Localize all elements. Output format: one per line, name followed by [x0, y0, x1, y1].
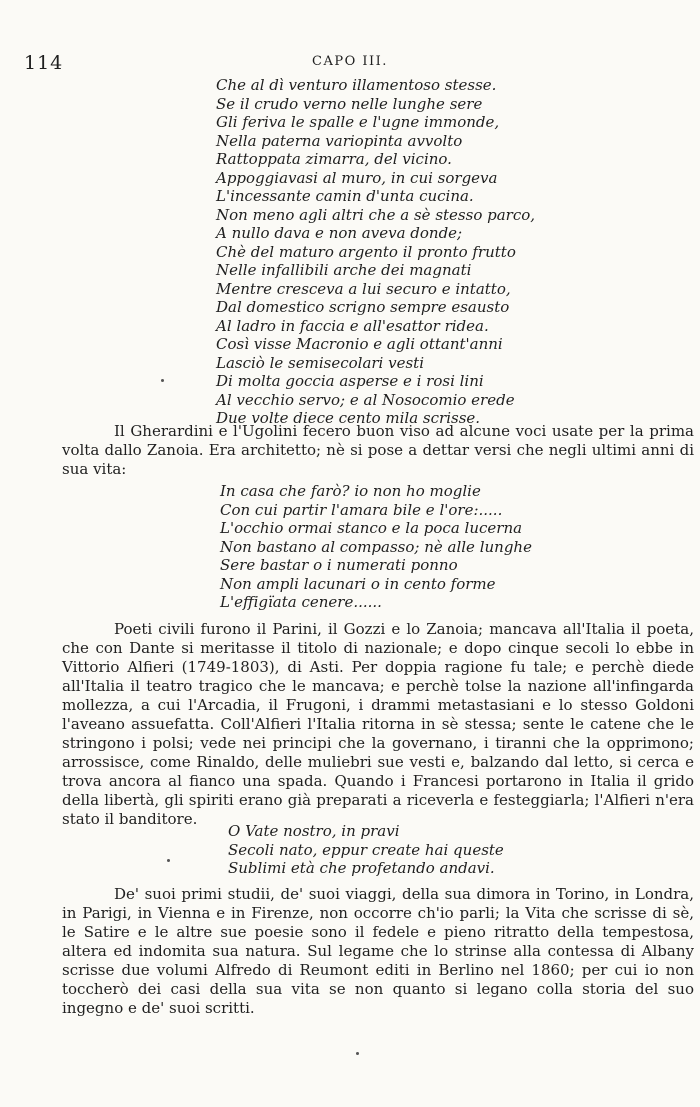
verse-line: Sere bastar o i numerati ponno — [220, 556, 458, 574]
verse-line: Al ladro in faccia e all'esattor ridea. — [216, 316, 489, 335]
verse-line: Dal domestico scrigno sempre esausto — [216, 298, 510, 316]
verse-line: A nullo dava e non aveva donde; — [216, 224, 463, 242]
verse-line: In casa che farò? io non ho moglie — [220, 482, 481, 500]
verse-line: Lasciò le semisecolari vesti — [216, 353, 424, 372]
verse-line: Non meno agli altri che a sè stesso parco, — [216, 205, 536, 224]
paragraph-text: Il Gherardini e l'Ugolini fecero buon viso ad alcune voci usate per la prima volta dallo Zanoia. Era architetto; nè si pose a dettar versi che negli ultimi anni di sua vita: — [62, 422, 694, 478]
verse-line: Gli feriva le spalle e l'ugne immonde, — [216, 113, 500, 131]
verse-line: O Vate nostro, in pravi — [228, 822, 400, 840]
verse-line: Nella paterna variopinta avvolto — [216, 131, 463, 150]
verse-line: Nelle infallibili arche dei magnati — [216, 261, 472, 279]
verse-line: Chè del maturo argento il pronto frutto — [216, 242, 516, 261]
chapter-title: CAPO III. — [312, 54, 388, 69]
verse-line: Di molta goccia asperse e i rosi lini — [216, 372, 484, 390]
verse-line: L'effigïata cenere...... — [220, 593, 382, 611]
verse-line: Al vecchio servo; e al Nosocomio erede — [216, 390, 515, 409]
verse-line: Se il crudo verno nelle lunghe sere — [216, 94, 483, 113]
page-header — [0, 52, 700, 76]
verse-line: Con cui partir l'amara bile e l'ore:..... — [220, 500, 503, 519]
verse-block-1 — [216, 76, 535, 428]
paragraph-zanoia — [62, 422, 694, 479]
verse-line: L'occhio ormai stanco e la poca lucerna — [220, 519, 523, 537]
print-speck — [356, 1052, 359, 1055]
verse-line: Non ampli lacunari o in cento forme — [220, 574, 496, 593]
verse-line: Sublimi età che profetando andavi. — [228, 859, 495, 877]
verse-line: Mentre cresceva a lui securo e intatto, — [216, 279, 511, 298]
paragraph-text: De' suoi primi studii, de' suoi viaggi, della sua dimora in Torino, in Londra, in Parigi, in Vienna e in Firenze, non occorre ch'io parli; la Vita che scrisse di sè, le Satire e le altre sue poesie sono il fedele e pieno ritratto della tempestosa, altera ed indomita sua natura. Sul legame che lo strinse alla contessa di Albany scrisse due volumi Alfredo di Reumont editi in Berlino nel 1860; per cui io non toccherò dei casi della sua vita se non quanto si legano colla storia del suo ingegno e de' suoi scritti. — [62, 885, 694, 1017]
verse-line: L'incessante camin d'unta cucina. — [216, 187, 474, 205]
verse-line: Così visse Macronio e agli ottant'anni — [216, 335, 503, 353]
verse-line: Due volte diece cento mila scrisse. — [216, 409, 481, 427]
paragraph-studies — [62, 885, 694, 1018]
verse-line: Appoggiavasi al muro, in cui sorgeva — [216, 168, 498, 187]
print-speck — [161, 379, 164, 382]
paragraph-alfieri — [62, 620, 694, 829]
verse-block-2 — [220, 482, 532, 612]
verse-line: Secoli nato, eppur create hai queste — [228, 840, 504, 859]
print-speck — [167, 859, 170, 862]
verse-line: Non bastano al compasso; nè alle lunghe — [220, 537, 532, 556]
paragraph-text: Poeti civili furono il Parini, il Gozzi e lo Zanoia; mancava all'Italia il poeta, che con Dante si meritasse il titolo di nazionale; e dopo cinque secoli lo ebbe in Vittorio Alfieri (1749-1803), di Asti. Per doppia ragione fu tale; e perchè diede all'Italia il teatro tragico che le mancava; e perchè tolse la nazione all'infingarda mollezza, a cui l'Arcadia, il Frugoni, i drammi metastasiani e lo stesso Goldoni l'aveano assuefatta. Coll'Alfieri l'Italia ritorna in sè stessa; sente le catene che le stringono i polsi; vede nei principi che la governano, i tiranni che la opprimono; arrossisce, come Rinaldo, delle muliebri sue vesti e, balzando dal letto, si cerca e trova ancora al fianco una spada. Quando i Francesi portarono in Italia il grido della libertà, gli spiriti erano già preparati a riceverla e festeggiarla; l'Alfieri n'era stato il banditore. — [62, 620, 694, 828]
verse-line: Rattoppata zimarra, del vicino. — [216, 150, 452, 168]
verse-block-3 — [228, 822, 504, 878]
verse-line: Che al dì venturo illamentoso stesse. — [216, 76, 497, 94]
page-number: 114 — [24, 52, 64, 74]
